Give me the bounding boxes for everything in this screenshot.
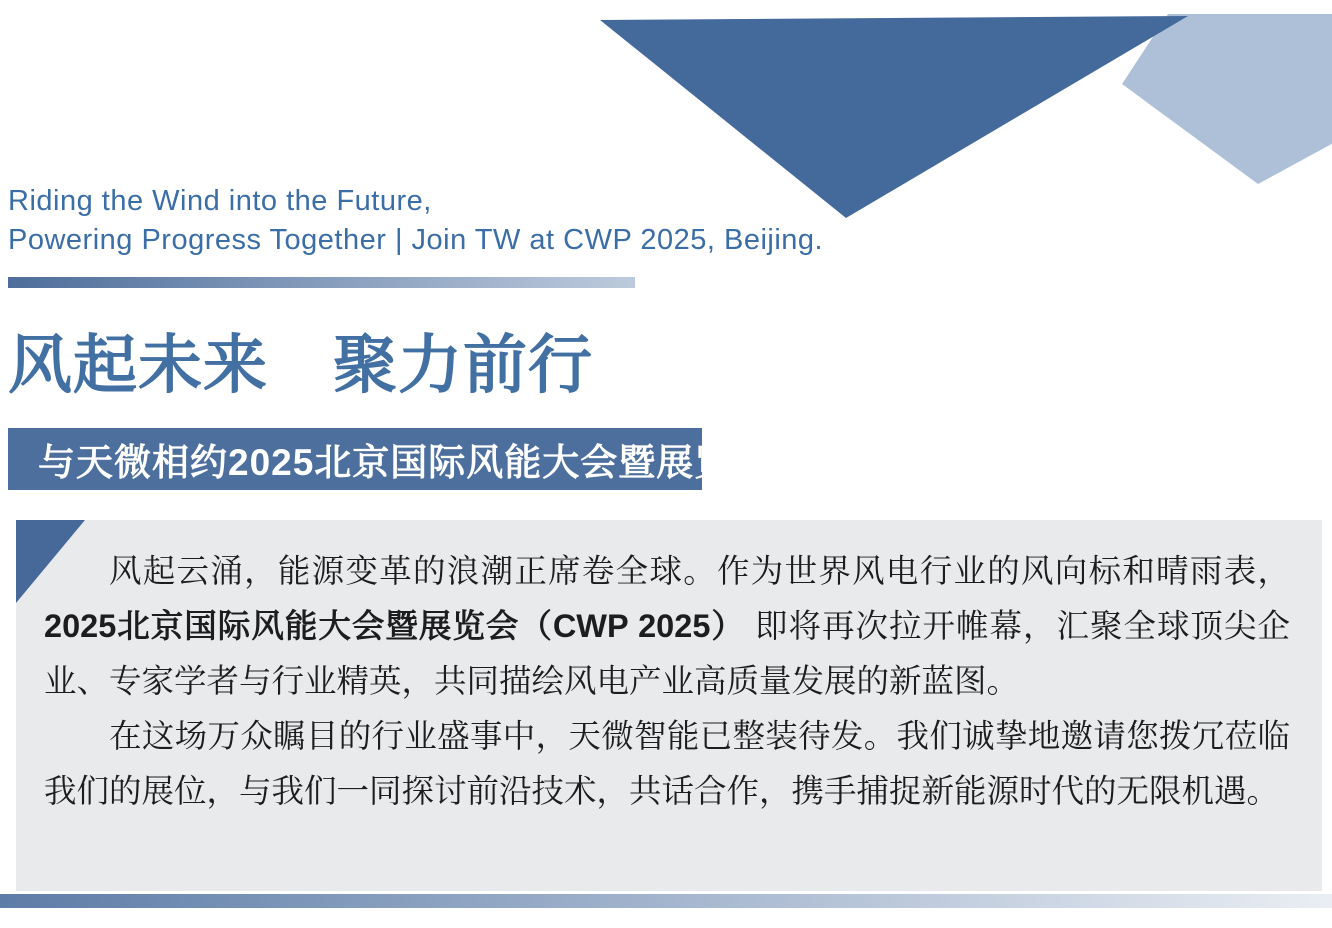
main-headline: 风起未来 聚力前行 [8, 329, 593, 401]
subtitle-banner [8, 428, 771, 490]
paragraph-1-rest: 即将再次拉开帷幕，汇聚全球顶尖企业、专家学者与行业精英，共同描绘风电产业高质量发展的新蓝图。 [44, 608, 1290, 699]
subtitle-banner-text: 与天微相约2025北京国际风能大会暨展览会 [38, 442, 771, 483]
light-diamond-shape [1122, 14, 1332, 184]
paragraph-1-intro: 风起云涌，能源变革的浪潮正席卷全球。作为世界风电行业的风向标和晴雨表， [109, 553, 1290, 589]
article-body [16, 520, 1322, 891]
english-tagline [8, 182, 823, 260]
bottom-gradient-bar [0, 894, 1332, 908]
conference-name-bold: 2025北京国际风能大会暨展览会（CWP 2025） [44, 608, 745, 644]
tagline-line-1: Riding the Wind into the Future, [8, 185, 432, 217]
tagline-line-2: Powering Progress Together | Join TW at CWP 2025, Beijing. [8, 224, 824, 256]
article-box [16, 520, 1322, 891]
gradient-divider-bar [8, 277, 635, 288]
article-paragraph-1 [44, 544, 1290, 709]
article-paragraph-2: 在这场万众瞩目的行业盛事中，天微智能已整装待发。我们诚挚地邀请您拨冗莅临我们的展位，与我们一同探讨前沿技术，共话合作，携手捕捉新能源时代的无限机遇。 [44, 718, 1290, 809]
